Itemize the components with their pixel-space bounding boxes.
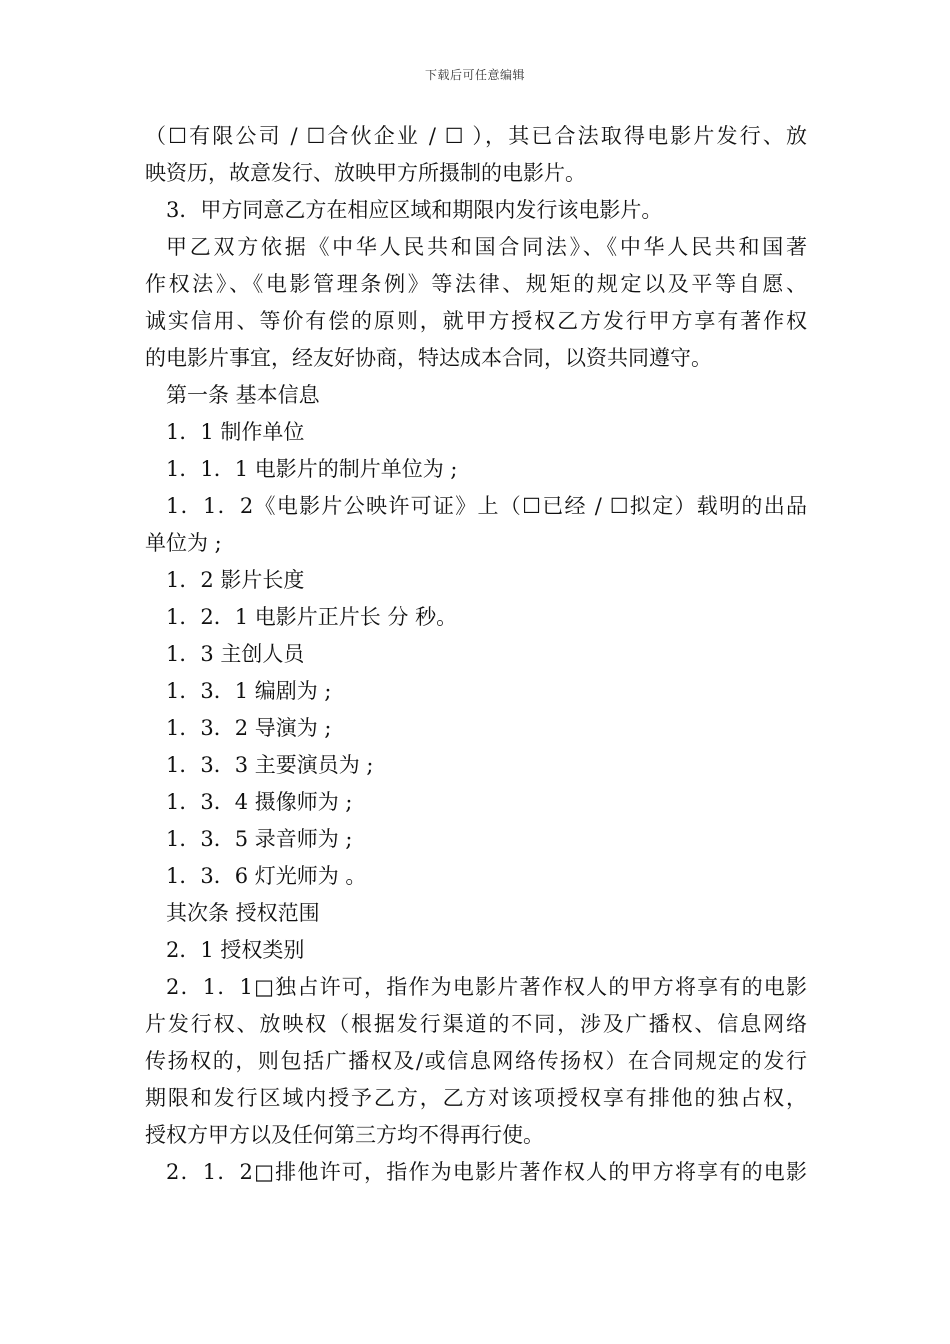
text-line-23: 2．1 授权类别	[166, 938, 305, 962]
section-heading-2: 其次条 授权范围	[166, 901, 320, 925]
text-line-26: 传扬权的，则包括广播权及/或信息网络传扬权）在合同规定的发行	[145, 1049, 807, 1073]
text-line-7: 的电影片事宜，经友好协商，特达成本合同，以资共同遵守。	[145, 346, 712, 370]
page-header-note: 下载后可任意编辑	[424, 68, 525, 82]
text-line-3: 3．甲方同意乙方在相应区域和期限内发行该电影片。	[166, 198, 663, 222]
text-line-20: 1．3．5 录音师为 ;	[166, 827, 353, 851]
text-line-15: 1．3 主创人员	[166, 642, 305, 666]
contract-body	[145, 118, 807, 1191]
text-line-2: 映资历，故意发行、放映甲方所摄制的电影片。	[145, 161, 586, 185]
text-line-10: 1．1．1 电影片的制片单位为 ;	[166, 457, 458, 481]
text-line-16: 1．3．1 编剧为 ;	[166, 679, 332, 703]
text-line-17: 1．3．2 导演为 ;	[166, 716, 332, 740]
text-line-24: 2．1．1□独占许可，指作为电影片著作权人的甲方将享有的电影	[166, 975, 807, 999]
text-line-13: 1．2 影片长度	[166, 568, 305, 592]
text-line-6: 诚实信用、等价有偿的原则，就甲方授权乙方发行甲方享有著作权	[145, 309, 807, 333]
text-line-28: 授权方甲方以及任何第三方均不得再行使。	[145, 1123, 544, 1147]
text-line-21: 1．3．6 灯光师为 。	[166, 864, 367, 888]
text-line-5: 作权法》、《电影管理条例》等法律、规矩的规定以及平等自愿、	[145, 272, 807, 296]
text-line-4: 甲乙双方依据《中华人民共和国合同法》、《中华人民共和国著	[166, 235, 807, 259]
section-heading-1: 第一条 基本信息	[166, 383, 320, 407]
text-line-27: 期限和发行区域内授予乙方，乙方对该项授权享有排他的独占权，	[145, 1086, 807, 1110]
text-line-19: 1．3．4 摄像师为 ;	[166, 790, 353, 814]
text-line-9: 1．1 制作单位	[166, 420, 305, 444]
text-line-1: （☐有限公司 / ☐合伙企业 / ☐ ），其已合法取得电影片发行、放	[145, 124, 807, 148]
text-line-11: 1．1．2《电影片公映许可证》上（☐已经 / ☐拟定）载明的出品	[166, 494, 807, 518]
text-line-12: 单位为 ;	[145, 531, 222, 555]
text-line-18: 1．3．3 主要演员为 ;	[166, 753, 374, 777]
text-line-25: 片发行权、放映权（根据发行渠道的不同，涉及广播权、信息网络	[145, 1012, 807, 1036]
text-line-14: 1．2．1 电影片正片长 分 秒。	[166, 605, 458, 629]
text-line-29: 2．1．2□排他许可，指作为电影片著作权人的甲方将享有的电影	[166, 1160, 807, 1184]
